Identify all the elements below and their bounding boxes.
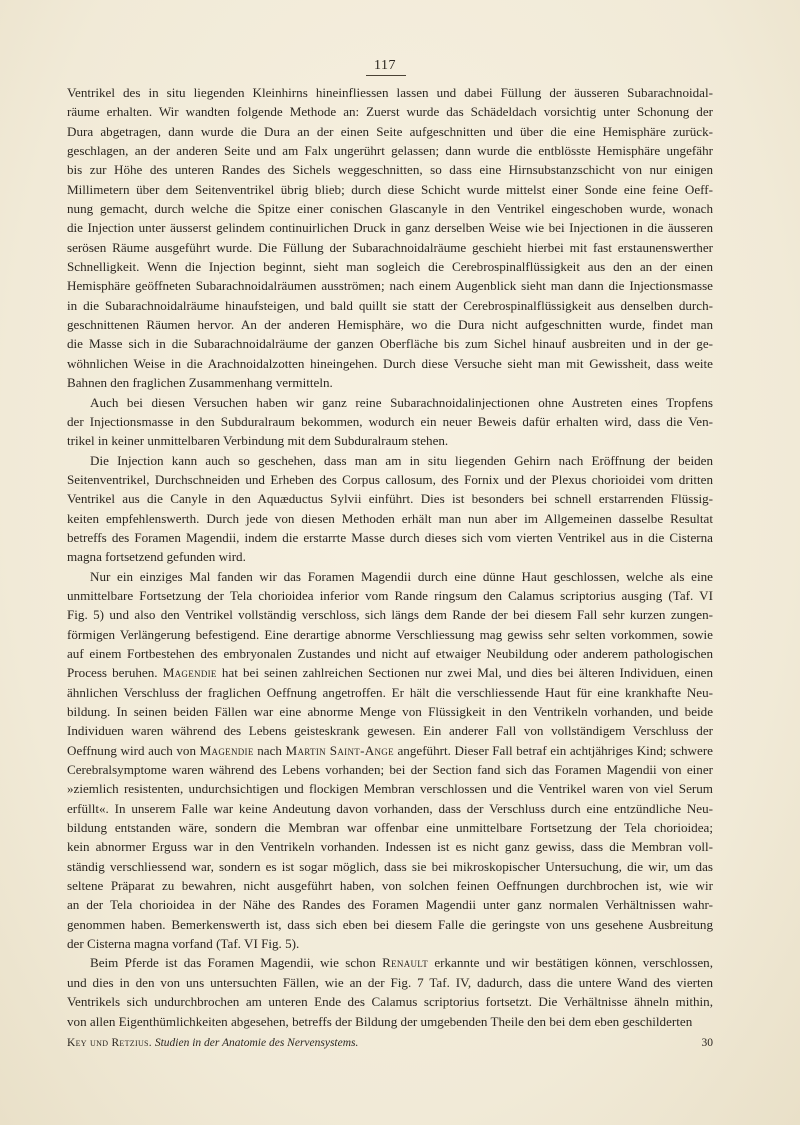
- text-line: räume erhalten. Wir wandten folgende Methode an: Zuerst wurde das Schädeldach vorsichtig unter Schonung der: [67, 104, 713, 120]
- text-line: bildung entstanden wäre, sondern die Membran war offenbar eine unmittelbare Fortsetzung der Tela chorioidea;: [67, 820, 713, 836]
- text-line: ähnlichen Verschluss der fraglichen Oeffnung angetroffen. Er hält die verschliessende Haut für eine krankhafte Neu-: [67, 684, 713, 700]
- text-line: geschlagen, an der anderen Seite und am Falx ungerührt gelassen; dann wurde die entblösste Hemisphäre ungefähr: [67, 143, 713, 159]
- text-line: wöhnlichen Weise in die Arachnoidalzotten hineingehen. Durch diese Versuche sieht man mit Gewissheit, dass weite: [67, 355, 713, 371]
- text-line: keiten empfehlenswerth. Durch jede von diesen Methoden erhält man nun aber im Allgemeinen dasselbe Resultat: [67, 510, 713, 526]
- page-number-rule: [366, 75, 406, 76]
- text-line: der Injectionsmasse in den Subduralraum bekommen, wodurch ein neuer Beweis dafür erhalten wird, dass die Ven-: [67, 413, 713, 429]
- text-line: auf einem Fortbestehen des embryonalen Zustandes und nicht auf etwaiger Neubildung oder anderem pathologischen: [67, 645, 713, 661]
- text-line: Bahnen den fraglichen Zusammenhang vermitteln.: [67, 375, 333, 391]
- text-line: an der Tela chorioidea in der Nähe des Randes des Foramen Magendii unter ganz normalen Verhältnissen wahr-: [67, 897, 713, 913]
- footer-signature: 30: [701, 1037, 713, 1049]
- text-line: bildung. In seinen beiden Fällen war eine abnorme Menge von Flüssigkeit in den Ventrikeln vorhanden, und beide: [67, 704, 713, 719]
- text-line: die Masse sich in die Subarachnoidalräume der ganzen Oberfläche bis zum Sichel hinauf ausbreiten und in der ge-: [67, 336, 713, 352]
- text-line: betreffs des Foramen Magendii, indem die erstarrte Masse durch dieses sich vom vierten Ventrikel aus in die Cisterna: [67, 529, 713, 545]
- text-line: erfüllt«. In unserem Falle war keine Andeutung davon vorhanden, dass der Verschluss durch eine entzündliche Neu-: [67, 800, 713, 816]
- text-line: ständig verschliessend war, sondern es ist sogar möglich, dass sie bei mikroskopischer Untersuchung, die wir, um das: [67, 858, 713, 874]
- text-line: serösen Räume ausgeführt wurde. Die Füllung der Subarachnoidalräume geschieht hierbei mit fast erstaunenswerther: [67, 239, 713, 255]
- text-line: Seitenventrikel, Durchschneiden und Erheben des Corpus callosum, des Fornix und der Plexus chorioidei vom dritten: [67, 471, 713, 487]
- text-line: Ventrikels sich undurchbrochen am unteren Ende des Calamus scriptorius fortsetzt. Die Verhältnisse ähneln mithin,: [67, 994, 713, 1010]
- text-line: Die Injection kann auch so geschehen, dass man am in situ liegenden Gehirn nach Eröffnung der beiden: [90, 452, 713, 468]
- text-line: Individuen waren während des Lebens geisteskrank gewesen. Ein anderer Fall von vollständigem Verschluss der: [67, 723, 713, 739]
- text-line: und dies in den von uns untersuchten Fällen, wie an der Fig. 7 Taf. IV, dadurch, dass die untere Wand des vierten: [67, 974, 713, 990]
- text-line: in die Subarachnoidalräume hinaufsteigen, und bald quillt sie statt der Cerebrospinalflüssigkeit aus denselben durch-: [67, 297, 713, 313]
- text-line: Ventrikel des in situ liegenden Kleinhirns hineinfliessen lassen und dabei Füllung der äusseren Subarachnoidal-: [67, 85, 713, 100]
- text-line: förmigen Verlängerung befestigend. Eine derartige abnorme Verschliessung mag gewiss sehr selten vorkommen, sowie: [67, 626, 713, 642]
- text-line: Ventrikel aus die Canyle in den Aquæductus Sylvii einführt. Dies ist besonders bei schnell erstarrenden Flüssig-: [67, 491, 713, 507]
- footer-authors: Key und Retzius.: [67, 1037, 152, 1049]
- text-line: Nur ein einziges Mal fanden wir das Foramen Magendii durch eine dünne Haut geschlossen, welche als eine: [90, 568, 713, 584]
- text-line: bis zur Höhe des unteren Randes des Sichels weggeschnitten, so dass eine Hirnsubstanzschicht von nur einigen: [67, 162, 713, 178]
- text-line: Process beruhen. Magendie hat bei seinen zahlreichen Sectionen nur zwei Mal, und dies bei älteren Individuen, einen: [67, 665, 713, 681]
- text-line: Beim Pferde ist das Foramen Magendii, wie schon Renault erkannte und wir bestätigen können, verschlossen,: [90, 955, 713, 971]
- text-line: seltene Präparat zu bewahren, nicht ausgeführt haben, von solchen feinen Oeffnungen durchbrochen ist, wie wir: [67, 878, 713, 894]
- text-line: Millimetern über dem Seitenventrikel übrig blieb; durch diese Schicht wurde mittelst einer Sonde eine feine Oeff-: [67, 181, 713, 197]
- text-line: »ziemlich resistenten, undurchsichtigen und flockigen Membran verschlossen und die Ventrikel waren von viel Serum: [67, 781, 713, 797]
- text-line: der Cisterna magna vorfand (Taf. VI Fig. 5).: [67, 936, 300, 952]
- text-line: nung gemacht, durch welche die Spitze einer conischen Glascanyle in den Ventrikel eingeschoben wurde, wonach: [67, 201, 713, 217]
- body-text: [67, 83, 713, 1031]
- page-footer: [67, 1037, 713, 1049]
- text-line: unmittelbare Fortsetzung der Tela chorioidea inferior vom Rande ringsum den Calamus scriptorius ausging (Taf. VI: [67, 587, 713, 603]
- text-line: magna fortsetzend gefunden wird.: [67, 549, 246, 565]
- footer-journal: Studien in der Anatomie des Nervensystems.: [154, 1037, 359, 1049]
- text-line: Oeffnung wird auch von Magendie nach Martin Saint-Ange angeführt. Dieser Fall betraf ein achtjähriges Kind; schwere: [67, 742, 713, 758]
- text-line: Schnelligkeit. Wenn die Injection beginnt, sieht man sogleich die Cerebrospinalflüssigkeit aus den an der einen: [67, 259, 713, 275]
- text-line: geschnittenen Räumen hervor. An der anderen Hemisphäre, wo die Dura nicht aufgeschnitten wurde, findet man: [67, 317, 713, 333]
- text-line: Cerebralsymptome waren während des Lebens vorhanden; bei der Section fand sich das Foramen Magendii von einer: [67, 762, 713, 778]
- text-line: kein abnormer Erguss war in den Ventrikeln vorhanden. Indessen ist es nicht ganz gewiss, dass die Membran voll-: [67, 839, 713, 855]
- text-line: Fig. 5) und also den Ventrikel vollständig verschloss, sich längs dem Rande der bei diesem Fall sehr kurzen zungen-: [67, 607, 713, 623]
- text-line: Auch bei diesen Versuchen haben wir ganz reine Subarachnoidalinjectionen ohne Austreten eines Tropfens: [90, 394, 713, 410]
- text-line: Hemisphäre geöffneten Subarachnoidalräumen ausströmen; nach einem Augenblick sieht man dann die Injectionsmasse: [67, 278, 713, 294]
- text-line: trikel in keiner unmittelbaren Verbindung mit dem Subduralraum stehen.: [67, 433, 449, 449]
- text-line: von allen Eigenthümlichkeiten abgesehen, betreffs der Bildung der umgebenden Theile den bei dem eben geschilderten: [67, 1013, 693, 1029]
- text-line: die Injection unter äusserst gelindem continuirlichen Druck in ganz derselben Weise wie bei Injectionen in die äusseren: [67, 220, 713, 236]
- footer-citation: [67, 1037, 358, 1049]
- page-number: 117: [374, 58, 396, 73]
- text-line: Dura abgetragen, dann wurde die Dura an der einen Seite aufgeschnitten und über die eine Hemisphäre zurück-: [67, 123, 713, 139]
- text-line: genommen haben. Bemerkenswerth ist, dass sich eben bei diesem Falle die geringste von uns gesehene Ausbreitung: [67, 916, 713, 932]
